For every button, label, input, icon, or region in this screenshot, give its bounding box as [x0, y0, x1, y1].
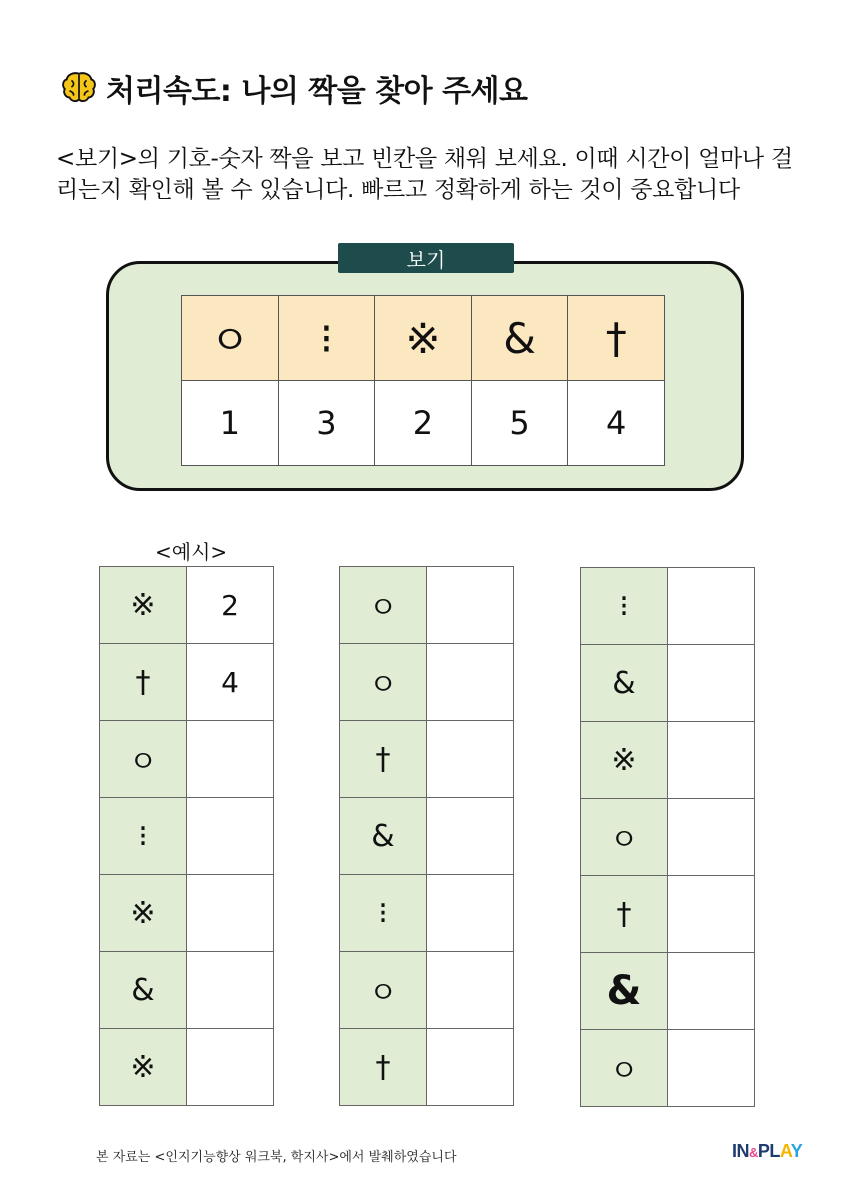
answer-cell[interactable] [427, 952, 514, 1029]
answer-cell[interactable] [427, 1029, 514, 1106]
legend-number: 4 [568, 381, 665, 466]
answer-cell[interactable] [668, 953, 755, 1030]
answer-cell[interactable] [187, 875, 274, 952]
grid-symbol: ⁝ [581, 568, 668, 645]
grid-symbol: ⁝ [100, 798, 187, 875]
grid-row [581, 645, 755, 722]
answer-cell[interactable] [427, 721, 514, 798]
answer-cell[interactable] [668, 568, 755, 645]
legend-number: 3 [278, 381, 375, 466]
grid-symbol: & [581, 645, 668, 722]
legend-label: 보기 [338, 243, 514, 273]
grid-row [340, 644, 514, 721]
grid-symbol: ㅇ [340, 952, 427, 1029]
grid-symbol: ※ [581, 722, 668, 799]
grid-symbol: ㅇ [340, 567, 427, 644]
grid-row [100, 1029, 274, 1106]
answer-cell[interactable] [427, 567, 514, 644]
legend-symbol: † [568, 296, 665, 381]
answer-cell[interactable]: 2 [187, 567, 274, 644]
answer-cell[interactable] [187, 798, 274, 875]
grid-symbol: ※ [100, 875, 187, 952]
grid-symbol: ※ [100, 567, 187, 644]
grid-symbol: ⁝ [340, 875, 427, 952]
answer-cell[interactable] [427, 798, 514, 875]
logo-text: IN [732, 1141, 749, 1161]
page-title: 처리속도: 나의 짝을 찾아 주세요 [106, 74, 528, 109]
answer-cell[interactable] [668, 876, 755, 953]
answer-cell[interactable] [427, 875, 514, 952]
logo-text: & [749, 1145, 758, 1160]
grid-row [100, 567, 274, 644]
grid-row [581, 876, 755, 953]
answer-cell[interactable] [187, 721, 274, 798]
answer-cell[interactable] [668, 645, 755, 722]
legend-symbol: ⁝ [278, 296, 375, 381]
legend-symbol: ※ [375, 296, 472, 381]
grid-symbol: ※ [100, 1029, 187, 1106]
grid-row [100, 798, 274, 875]
grid-row [581, 722, 755, 799]
grid-symbol: & [340, 798, 427, 875]
legend-symbol: & [471, 296, 568, 381]
grid-row [581, 953, 755, 1030]
grid-symbol: & [581, 953, 668, 1030]
grid-symbol: † [100, 644, 187, 721]
legend-number-row [182, 381, 665, 466]
grid-symbol: & [100, 952, 187, 1029]
legend-number: 5 [471, 381, 568, 466]
grid-row [340, 1029, 514, 1106]
grid-row [340, 798, 514, 875]
title-row [60, 66, 528, 110]
inplay-logo [732, 1141, 802, 1162]
grid-symbol: † [340, 1029, 427, 1106]
grid-row [100, 952, 274, 1029]
grid-row [100, 721, 274, 798]
logo-text: A [779, 1141, 791, 1161]
answer-cell[interactable] [668, 722, 755, 799]
answer-cell[interactable] [187, 952, 274, 1029]
brain-icon [60, 69, 98, 107]
answer-cell[interactable] [187, 1029, 274, 1106]
legend-number: 1 [182, 381, 279, 466]
grid-row [581, 568, 755, 645]
answer-cell[interactable] [668, 799, 755, 876]
grid-symbol: ㅇ [100, 721, 187, 798]
grid-row [581, 1030, 755, 1107]
legend-symbol: ㅇ [182, 296, 279, 381]
grid-symbol: ㅇ [340, 644, 427, 721]
grid-row [340, 875, 514, 952]
example-grid [99, 566, 274, 1106]
grid-row [340, 721, 514, 798]
legend-symbol-row [182, 296, 665, 381]
example-label: <예시> [155, 540, 228, 564]
logo-text: Y [790, 1141, 803, 1161]
answer-cell[interactable] [668, 1030, 755, 1107]
grid-row [340, 567, 514, 644]
grid-symbol: † [581, 876, 668, 953]
exercise-grid-1 [339, 566, 514, 1106]
footer-credit: 본 자료는 <인지기능향상 워크북, 학지사>에서 발췌하였습니다 [96, 1150, 457, 1165]
exercise-grid-2 [580, 567, 755, 1107]
grid-row [100, 644, 274, 721]
legend-number: 2 [375, 381, 472, 466]
legend-table [181, 295, 665, 466]
answer-cell[interactable] [427, 644, 514, 721]
grid-row [581, 799, 755, 876]
grid-symbol: ㅇ [581, 799, 668, 876]
grid-row [100, 875, 274, 952]
grid-symbol: † [340, 721, 427, 798]
grid-symbol: ㅇ [581, 1030, 668, 1107]
instructions: <보기>의 기호-숫자 짝을 보고 빈칸을 채워 보세요. 이때 시간이 얼마나 걸리는지 확인해 볼 수 있습니다. 빠르고 정확하게 하는 것이 중요합니다 [56, 146, 793, 203]
logo-text: PL [757, 1141, 780, 1161]
grid-row [340, 952, 514, 1029]
answer-cell[interactable]: 4 [187, 644, 274, 721]
